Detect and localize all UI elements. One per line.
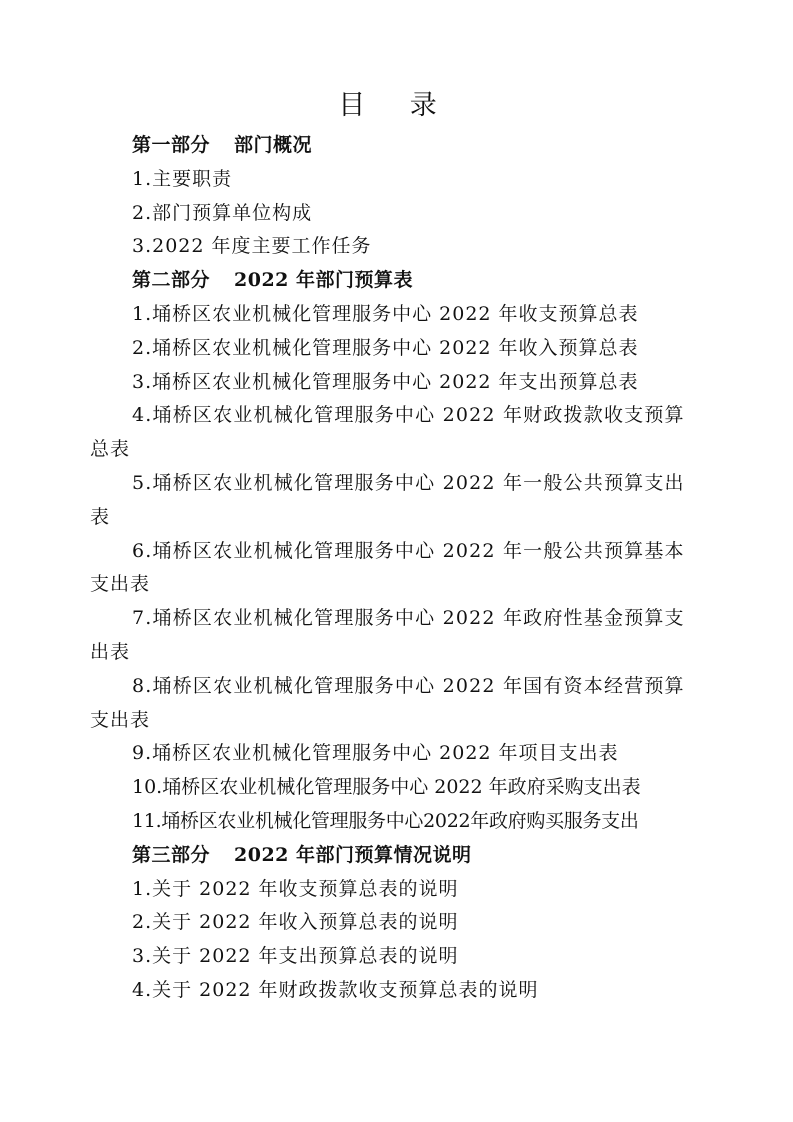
toc-item: 11.埇桥区农业机械化管理服务中心2022年政府购买服务支出 — [132, 809, 639, 832]
toc-item: 6.埇桥区农业机械化管理服务中心 2022 年一般公共预算基本 — [132, 539, 685, 562]
toc-item: 1.主要职责 — [132, 167, 233, 190]
part2-label: 第二部分 — [132, 269, 211, 292]
table-of-contents — [90, 129, 710, 1008]
toc-item-continuation: 支出表 — [90, 708, 151, 731]
toc-item: 4.关于 2022 年财政拨款收支预算总表的说明 — [132, 978, 539, 1001]
part1-subtitle: 部门概况 — [234, 134, 313, 156]
toc-item: 4.埇桥区农业机械化管理服务中心 2022 年财政拨款收支预算 — [132, 404, 685, 427]
toc-item: 2.埇桥区农业机械化管理服务中心 2022 年收入预算总表 — [132, 336, 639, 359]
toc-item: 3.关于 2022 年支出预算总表的说明 — [132, 945, 459, 968]
part2-subtitle: 2022 年部门预算表 — [234, 269, 414, 292]
page-title: 目 录 — [338, 90, 455, 121]
toc-item: 3.2022 年度主要工作任务 — [132, 235, 372, 258]
part3-subtitle: 2022 年部门预算情况说明 — [234, 843, 472, 866]
toc-item: 7.埇桥区农业机械化管理服务中心 2022 年政府性基金预算支 — [132, 607, 685, 630]
toc-item: 1.关于 2022 年收支预算总表的说明 — [132, 877, 459, 900]
toc-item: 1.埇桥区农业机械化管理服务中心 2022 年收支预算总表 — [132, 302, 639, 325]
part3-heading — [90, 839, 710, 873]
toc-item-continuation: 支出表 — [90, 573, 151, 596]
toc-item-continuation: 表 — [90, 505, 111, 528]
toc-item: 3.埇桥区农业机械化管理服务中心 2022 年支出预算总表 — [132, 370, 639, 393]
toc-item: 9.埇桥区农业机械化管理服务中心 2022 年项目支出表 — [132, 742, 619, 765]
toc-item-continuation: 出表 — [90, 640, 131, 663]
toc-item: 5.埇桥区农业机械化管理服务中心 2022 年一般公共预算支出 — [132, 471, 685, 494]
part1-label: 第一部分 — [132, 134, 211, 156]
part1-heading — [90, 129, 710, 163]
toc-item-continuation: 总表 — [90, 438, 131, 461]
part2-heading — [90, 264, 710, 298]
toc-item: 2.部门预算单位构成 — [132, 201, 313, 224]
toc-item: 2.关于 2022 年收入预算总表的说明 — [132, 911, 459, 934]
part3-label: 第三部分 — [132, 843, 211, 866]
toc-item: 10.埇桥区农业机械化管理服务中心 2022 年政府采购支出表 — [132, 776, 641, 799]
toc-item: 8.埇桥区农业机械化管理服务中心 2022 年国有资本经营预算 — [132, 674, 685, 697]
